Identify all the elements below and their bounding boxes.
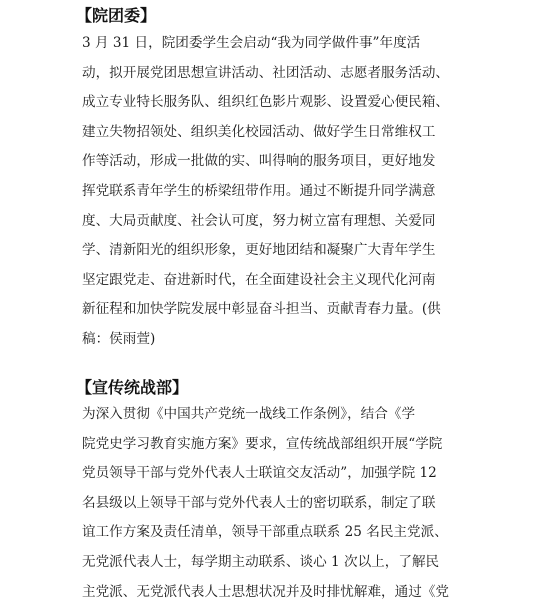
paragraph-line: 学、清新阳光的组织形象，更好地团结和凝聚广大青年学生 <box>82 242 436 259</box>
section-paragraph-publicity-united-front <box>82 400 468 607</box>
paragraph-line: 动，拟开展党团思想宣讲活动、社团活动、志愿者服务活动、 <box>82 64 450 81</box>
paragraph-line: 成立专业特长服务队、组织红色影片观影、设置爱心便民箱、 <box>82 94 450 111</box>
paragraph-line: 党员领导干部与党外代表人士联谊交友活动”，加强学院 12 <box>82 465 437 482</box>
paragraph-line: 院党史学习教育实施方案》要求，宣传统战部组织开展“学院 <box>82 435 443 452</box>
paragraph-line: 作等活动，形成一批做的实、叫得响的服务项目，更好地发 <box>82 153 436 170</box>
paragraph-line: 谊工作方案及责任清单，领导干部重点联系 25 名民主党派、 <box>82 524 448 541</box>
section-paragraph-youth-league <box>82 29 468 355</box>
paragraph-line: 名县级以上领导干部与党外代表人士的密切联系，制定了联 <box>82 494 436 511</box>
section-heading-publicity-united-front: 【宣传统战部】 <box>76 378 189 397</box>
paragraph-line: 挥党联系青年学生的桥梁纽带作用。通过不断提升同学满意 <box>82 182 436 199</box>
paragraph-line: 无党派代表人士，每学期主动联系、谈心 1 次以上，了解民 <box>82 553 440 570</box>
section-heading-youth-league: 【院团委】 <box>76 6 157 25</box>
paragraph-line: 稿：侯雨萱) <box>82 330 156 347</box>
paragraph-line: 3 月 31 日，院团委学生会启动“我为同学做件事”年度活 <box>82 35 421 51</box>
paragraph-line: 建立失物招领处、组织美化校园活动、做好学生日常维权工 <box>82 123 436 140</box>
paragraph-line: 为深入贯彻《中国共产党统一战线工作条例》，结合《学 <box>82 406 416 422</box>
paragraph-line: 度、大局贡献度、社会认可度，努力树立富有理想、关爱同 <box>82 212 436 229</box>
paragraph-line: 新征程和加快学院发展中彰显奋斗担当、贡献青春力量。(供 <box>82 301 441 318</box>
paragraph-line: 主党派、无党派代表人士思想状况并及时排忧解难，通过《党 <box>82 583 450 600</box>
paragraph-line: 坚定跟党走、奋进新时代，在全面建设社会主义现代化河南 <box>82 271 436 288</box>
